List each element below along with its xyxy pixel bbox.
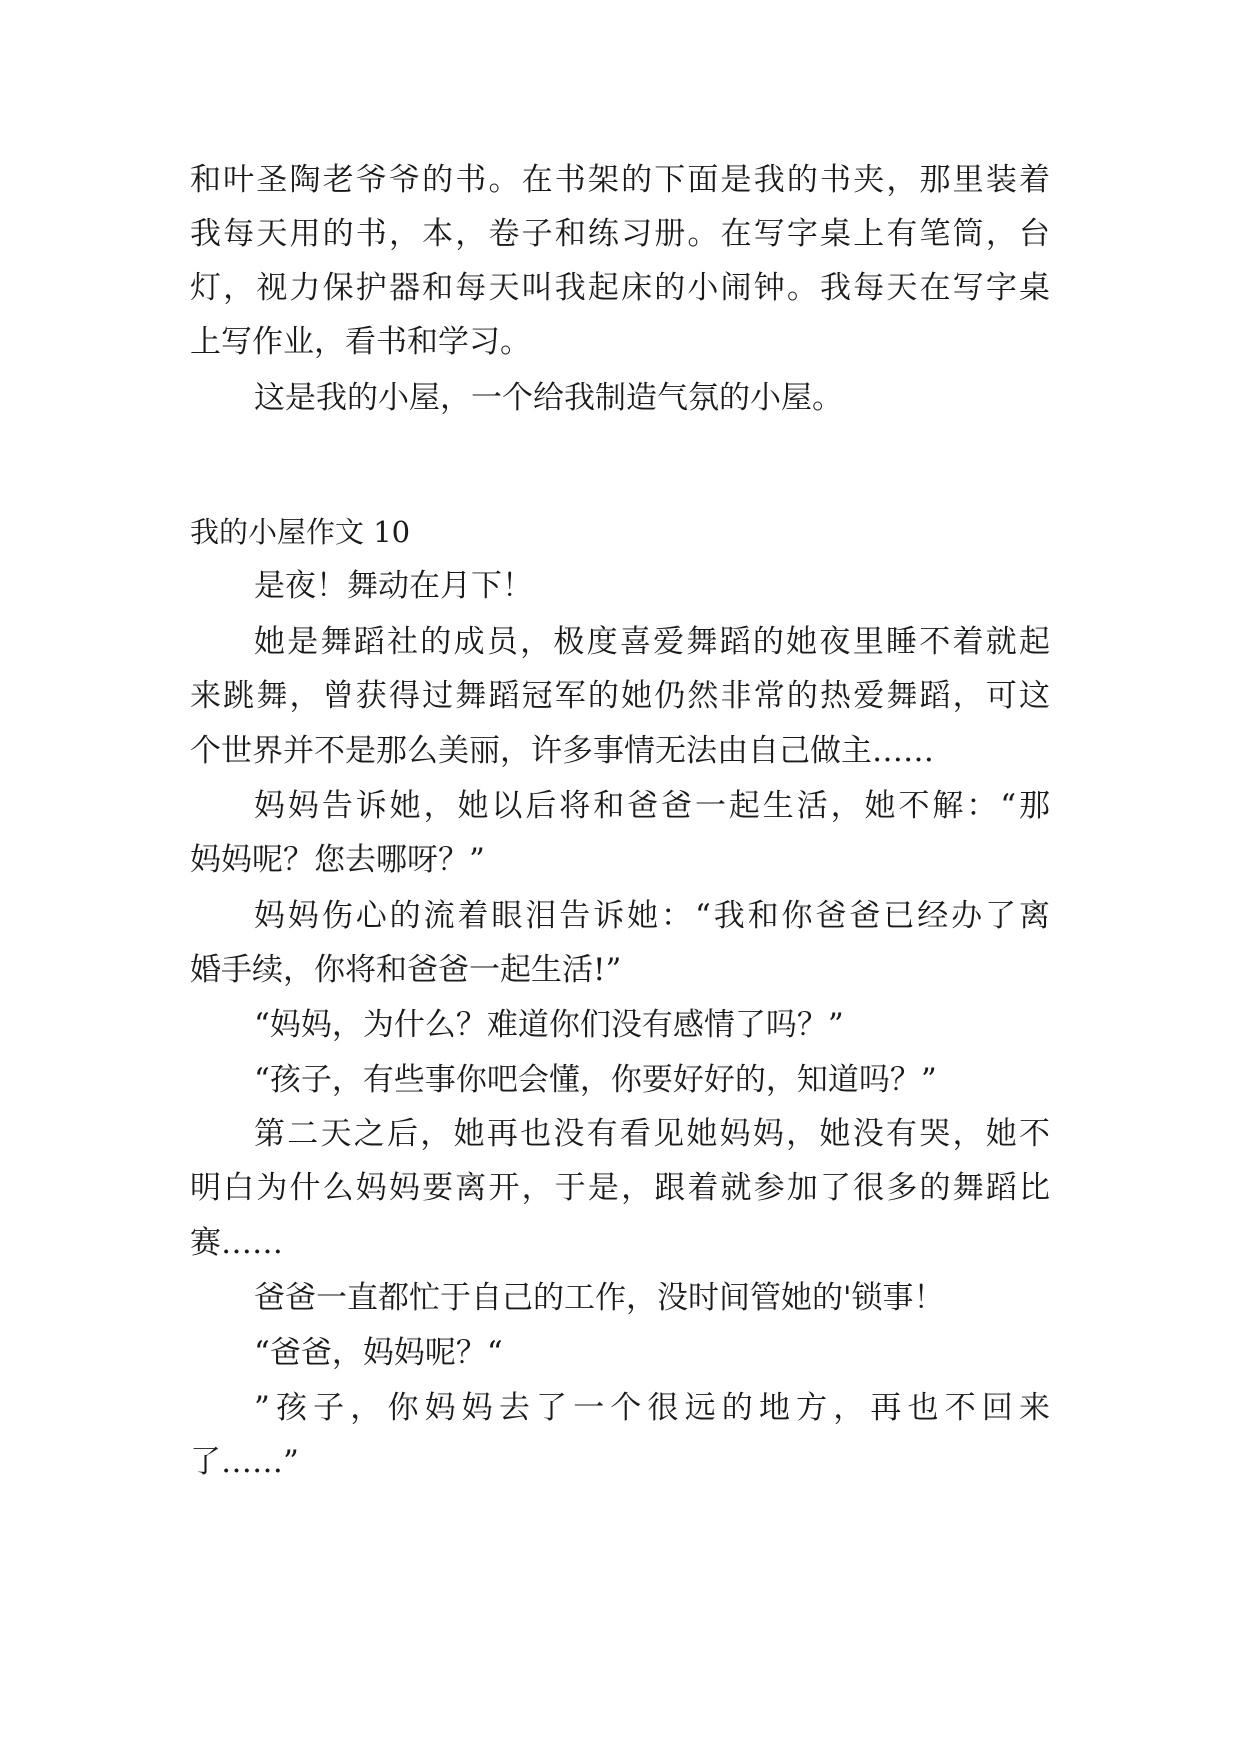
paragraph-line: “爸爸，妈妈呢？“ <box>254 1335 503 1371</box>
paragraph-line: 这是我的小屋，一个给我制造气氛的小屋。 <box>254 380 843 416</box>
paragraph-line: 妈妈伤心的流着眼泪告诉她：“我和你爸爸已经办了离 <box>254 898 1050 934</box>
paragraph-line: 是夜！舞动在月下！ <box>254 568 533 604</box>
paragraph-line: 她是舞蹈社的成员，极度喜爱舞蹈的她夜里睡不着就起 <box>254 624 1050 660</box>
paragraph-line: 妈妈呢？您去哪呀？” <box>190 842 485 878</box>
paragraph-line: 灯，视力保护器和每天叫我起床的小闹钟。我每天在写字桌 <box>190 270 1050 306</box>
paragraph-line: 上写作业，看书和学习。 <box>190 324 531 360</box>
paragraph-line: 来跳舞，曾获得过舞蹈冠军的她仍然非常的热爱舞蹈，可这 <box>190 678 1050 714</box>
paragraph-line: 我每天用的书，本，卷子和练习册。在写字桌上有笔筒，台 <box>190 216 1050 252</box>
paragraph-line: 个世界并不是那么美丽，许多事情无法由自己做主…… <box>190 733 934 769</box>
paragraph-line: “孩子，有些事你吧会懂，你要好好的，知道吗？” <box>254 1062 937 1098</box>
paragraph-line: 婚手续，你将和爸爸一起生活!” <box>190 952 622 988</box>
section-heading: 我的小屋作文 10 <box>190 515 411 549</box>
paragraph-line: 明白为什么妈妈要离开，于是，跟着就参加了很多的舞蹈比 <box>190 1170 1050 1206</box>
paragraph-line: 第二天之后，她再也没有看见她妈妈，她没有哭，她不 <box>254 1116 1050 1152</box>
paragraph-line: 了……” <box>190 1444 299 1480</box>
paragraph-line: 妈妈告诉她，她以后将和爸爸一起生活，她不解：“那 <box>254 788 1050 824</box>
paragraph-line: 爸爸一直都忙于自己的工作，没时间管她的'锁事！ <box>254 1280 945 1316</box>
paragraph-line: “妈妈，为什么？难道你们没有感情了吗？” <box>254 1007 844 1043</box>
paragraph-line: 和叶圣陶老爷爷的书。在书架的下面是我的书夹，那里装着 <box>190 162 1050 198</box>
paragraph-line: 赛…… <box>190 1225 283 1261</box>
paragraph-line: ”孩子，你妈妈去了一个很远的地方，再也不回来 <box>254 1390 1050 1426</box>
